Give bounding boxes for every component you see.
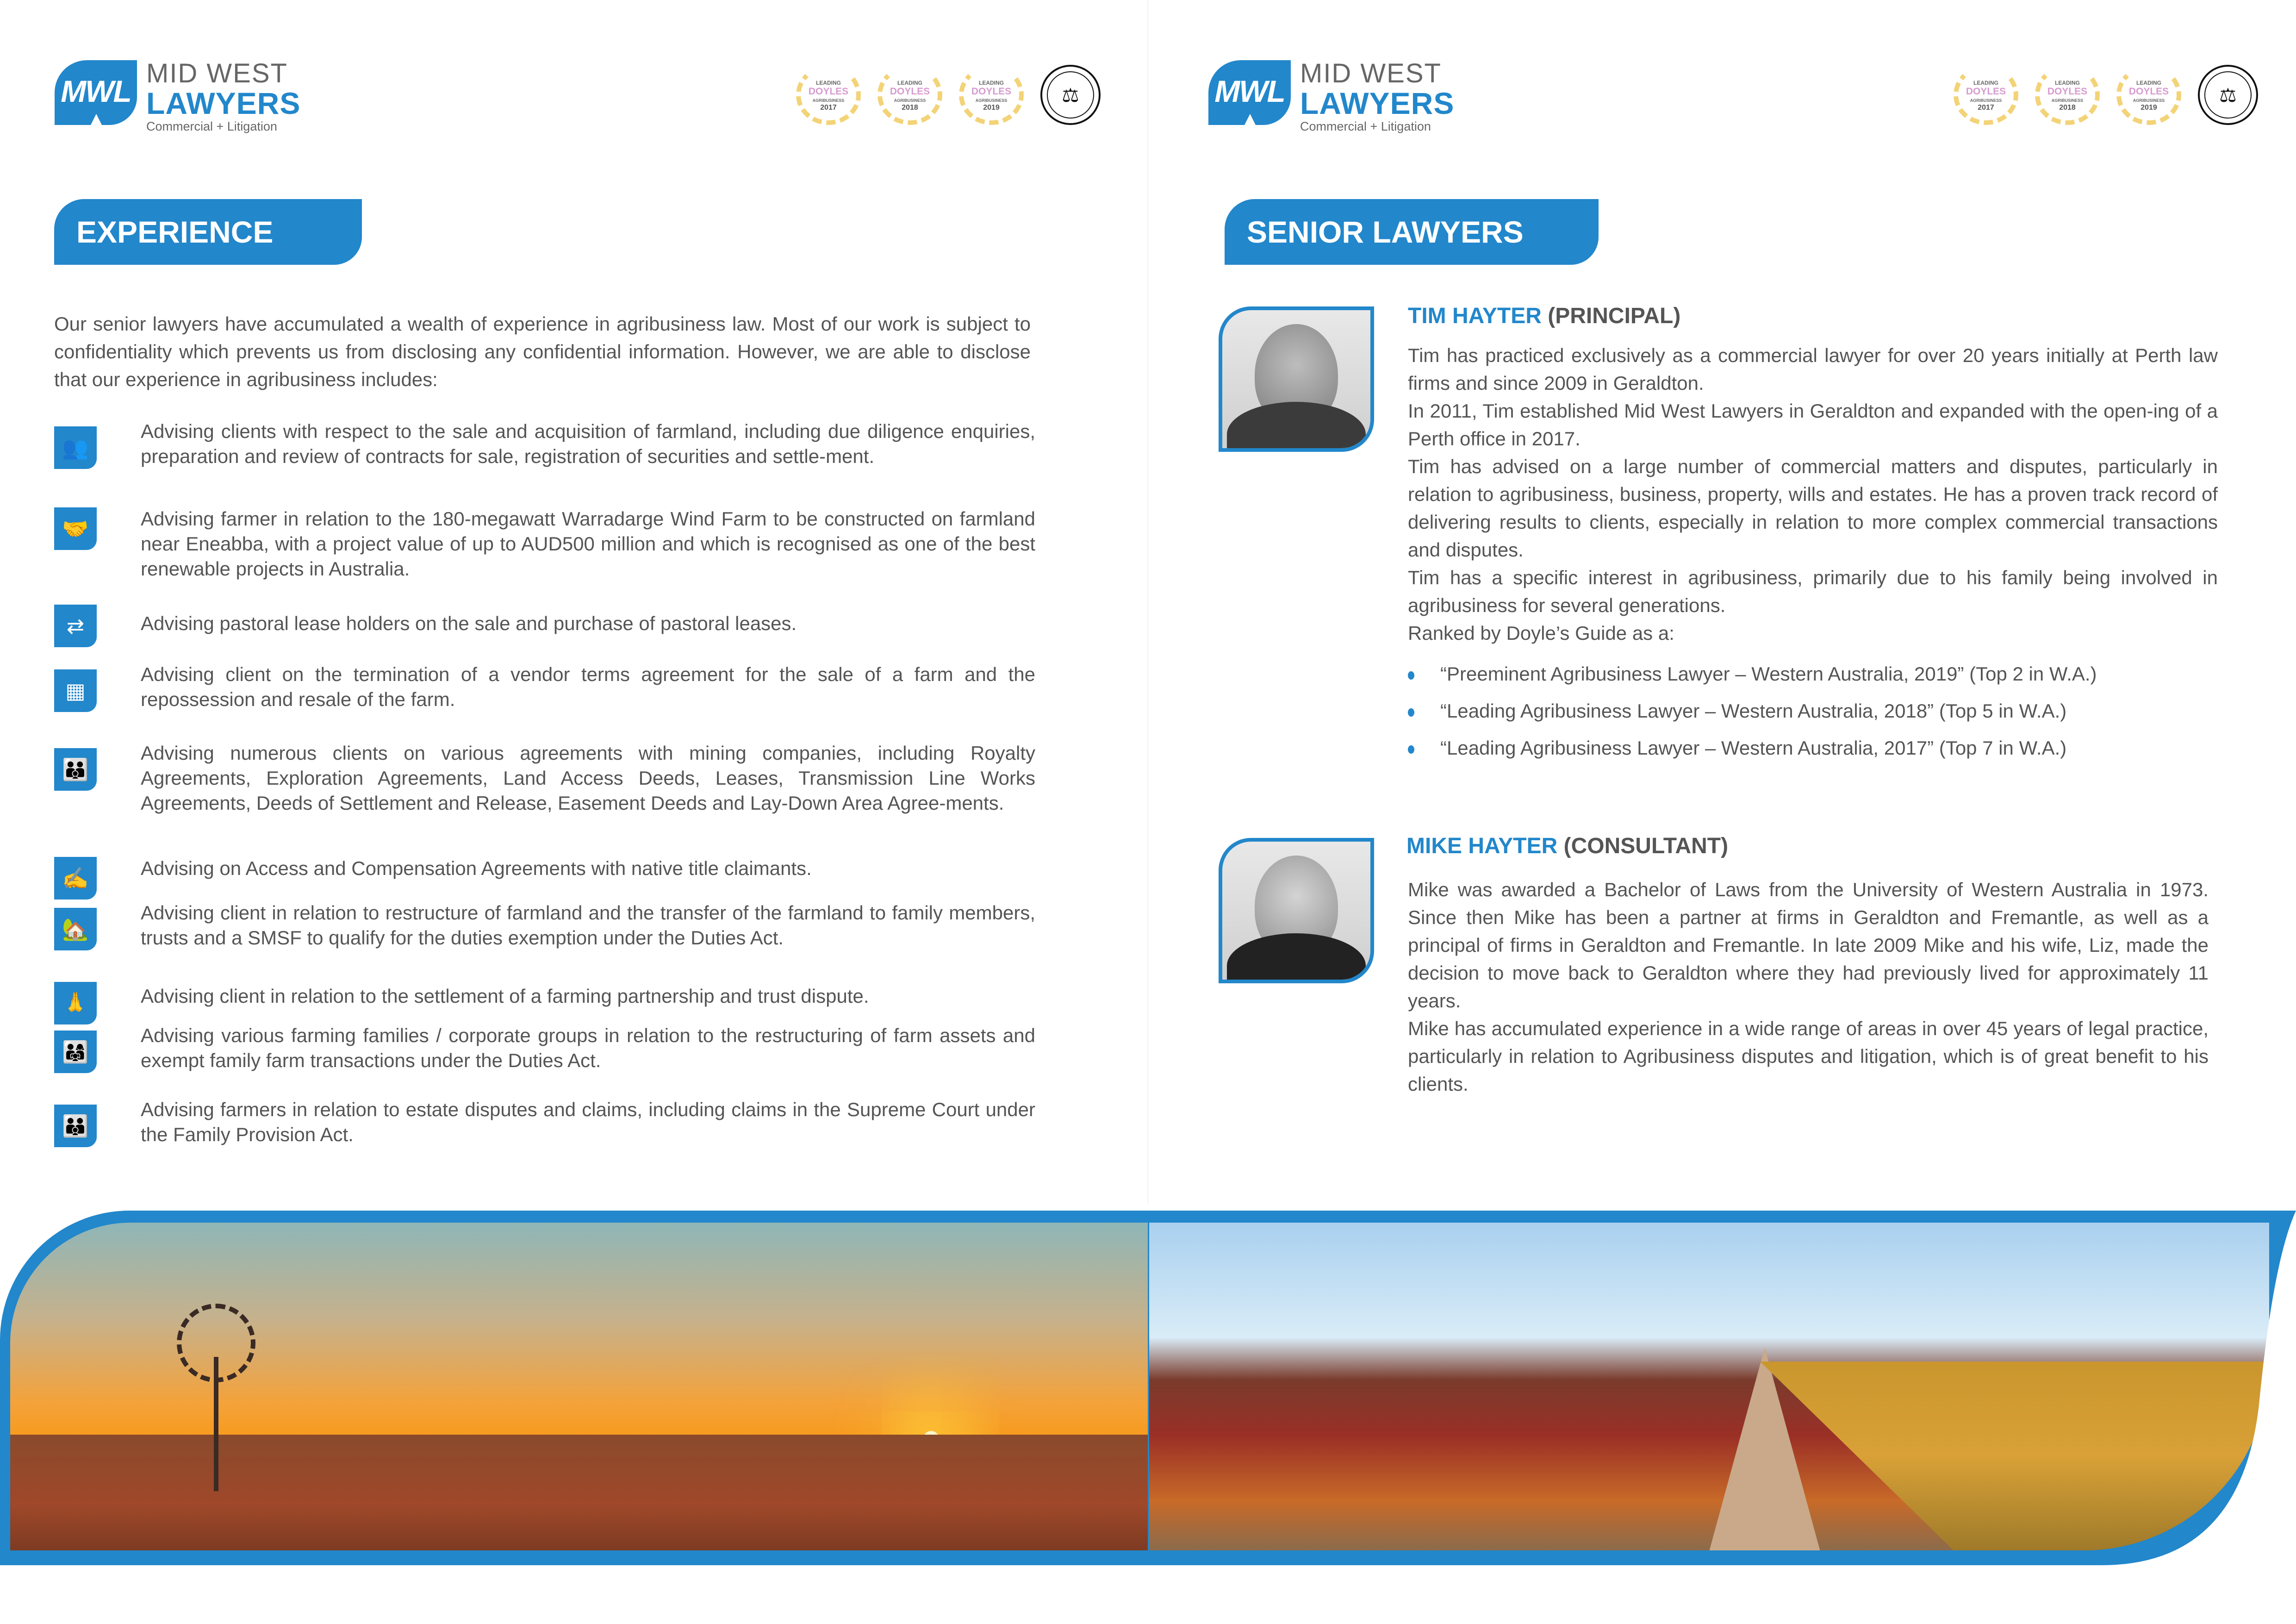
- bio-mike-hayter: Mike was awarded a Bachelor of Laws from the University of Western Australia in 1973. Since then Mike has been a partner at firms in Geraldton and Fremantle, as well as a principal of firms in Geraldton and Fremantle. In late 2009 Mike and his wife, Liz, made the decision to move back to Geraldton where they had previously lived for approximately 11 years. Mike has accumulated experience in a wide range of areas in over 45 years of legal practice, particularly in relation to Agribusiness disputes and litigation, which is of great benefit to his clients.: [1408, 879, 2209, 1095]
- windmill-icon: [177, 1304, 255, 1382]
- logo-line-2: LAWYERS: [146, 86, 301, 120]
- doyles-badge-2018: LEADING DOYLES AGRIBUSINESS 2018: [877, 65, 942, 125]
- law-society-seal: [2198, 65, 2258, 125]
- list-item: 👪 Advising farmers in relation to estate disputes and claims, including claims in the Supreme Court under the Family Provision Act.: [54, 1097, 1035, 1153]
- exchange-icon: ⇄: [54, 605, 97, 647]
- scales-of-justice-icon: ⚖: [2219, 84, 2237, 106]
- list-item: 👪 Advising numerous clients on various agreements with mining companies, including Royalty Agreements, Exploration Agreements, Land Access Deeds, Leases, Transmission Line Works Agreements, Deeds of Settlement and Release, Easement Deeds and Lay-Down Area Agree-ments.: [54, 741, 1035, 849]
- vineyard-image: [1149, 1223, 2269, 1550]
- lawyer-name-tim-hayter: TIM HAYTER (PRINCIPAL): [1408, 304, 1681, 328]
- doyles-badge-2019: LEADING DOYLES AGRIBUSINESS 2019: [2116, 65, 2181, 125]
- doyles-badge-2019: LEADING DOYLES AGRIBUSINESS 2019: [959, 65, 1024, 125]
- photo-banner: [0, 1211, 2296, 1565]
- list-item: ✍ Advising on Access and Compensation Agreements with native title claimants.: [54, 849, 1035, 900]
- experience-intro: Our senior lawyers have accumulated a wealth of experience in agribusiness law. Most of our work is subject to confidentiality which prevents us from disclosing any confidential information. However, we are able to disclose that our experience in agribusiness includes:: [54, 313, 1031, 390]
- calculator-document-icon: ▦: [54, 669, 97, 712]
- ranking-item: “Leading Agribusiness Lawyer – Western Australia, 2017” (Top 7 in W.A.): [1408, 730, 2218, 767]
- farm-icon: 🏡: [54, 908, 97, 950]
- doyles-badge-2018: LEADING DOYLES AGRIBUSINESS 2018: [2035, 65, 2100, 125]
- logo-line-1: MID WEST: [146, 58, 288, 88]
- ranking-item: “Leading Agribusiness Lawyer – Western Australia, 2018” (Top 5 in W.A.): [1408, 693, 2218, 730]
- scales-of-justice-icon: ⚖: [1062, 84, 1079, 106]
- brand-logo: [1208, 60, 1454, 133]
- logo-tagline: Commercial + Litigation: [1300, 119, 1431, 133]
- outback-sunset-image: [10, 1223, 1148, 1550]
- section-title-senior-lawyers: SENIOR LAWYERS: [1225, 199, 1599, 265]
- award-badges: [1954, 65, 2258, 125]
- agreement-icon: 🙏: [54, 982, 97, 1024]
- award-badges: [796, 65, 1101, 125]
- logo-tagline: Commercial + Litigation: [146, 119, 277, 133]
- doyles-badge-2017: LEADING DOYLES AGRIBUSINESS 2017: [796, 65, 861, 125]
- list-item: ⇄ Advising pastoral lease holders on the sale and purchase of pastoral leases.: [54, 597, 1035, 662]
- family-icon: 👨‍👩‍👧: [54, 1031, 97, 1073]
- bio-tim-hayter: Tim has practiced exclusively as a commercial lawyer for over 20 years initially at Perth law firms and since 2009 in Geraldton. In 2011, Tim established Mid West Lawyers in Geraldton and expanded with the open-ing of a Perth office in 2017. Tim has advised on a large number of commercial matters and disputes, particularly in relation to agribusiness, business, property, wills and estates. He has a proven track record of delivering results to clients, especially in relation to more complex commercial transactions and disputes. Tim has a specific interest in agribusiness, primarily due to his family being involved in agribusiness for several generations. Ranked by Doyle’s Guide as a: “Preeminent Agribusiness Lawyer – Western Australia, 2019” (Top 2 in W.A.) “Leading Agribusiness Lawyer – Western Australia, 2018” (Top 5 in W.A.) “Leading Agribusiness Lawyer – Western Australia, 2017” (Top 7 in W.A.): [1408, 342, 2218, 767]
- avatar-tim-hayter: [1219, 306, 1374, 452]
- logo-line-2: LAWYERS: [1300, 86, 1455, 120]
- section-title-experience: EXPERIENCE: [54, 199, 362, 265]
- contract-sign-icon: ✍: [54, 857, 97, 899]
- family-estate-icon: 👪: [54, 1105, 97, 1147]
- list-item: 🙏 Advising client in relation to the settlement of a farming partnership and trust dispute.: [54, 974, 1035, 1023]
- experience-list: [54, 419, 1035, 1153]
- avatar-mike-hayter: [1219, 838, 1374, 983]
- doyles-badge-2017: LEADING DOYLES AGRIBUSINESS 2017: [1954, 65, 2018, 125]
- ranking-item: “Preeminent Agribusiness Lawyer – Western Australia, 2019” (Top 2 in W.A.): [1408, 656, 2218, 693]
- ground: [10, 1435, 1148, 1550]
- logo-mark: MWL: [1208, 60, 1291, 125]
- list-item: 👨‍👩‍👧 Advising various farming families / corporate groups in relation to the restructuring of farm assets and exempt family farm transactions under the Duties Act.: [54, 1023, 1035, 1097]
- law-society-seal: [1040, 65, 1101, 125]
- list-item: 🏡 Advising client in relation to restructure of farmland and the transfer of the farmland to family members, trusts and a SMSF to qualify for the duties exemption under the Duties Act.: [54, 900, 1035, 974]
- handshake-icon: 🤝: [54, 507, 97, 550]
- list-item: ▦ Advising client on the termination of a vendor terms agreement for the sale of a farm and the repossession and resale of the farm.: [54, 662, 1035, 741]
- meeting-icon: 👥: [54, 426, 97, 469]
- vineyard-row: [1760, 1362, 2269, 1550]
- group-icon: 👪: [54, 748, 97, 791]
- list-item: 👥 Advising clients with respect to the sale and acquisition of farmland, including due diligence enquiries, preparation and review of contracts for sale, registration of securities and settle-ment.: [54, 419, 1035, 500]
- lawyer-name-mike-hayter: MIKE HAYTER (CONSULTANT): [1406, 834, 1729, 858]
- logo-line-1: MID WEST: [1300, 58, 1442, 88]
- brand-logo: [55, 60, 300, 133]
- logo-mark: MWL: [55, 60, 137, 125]
- list-item: 🤝 Advising farmer in relation to the 180-megawatt Warradarge Wind Farm to be constructed on farmland near Eneabba, with a project value of up to AUD500 million and which is recognised as one of the best renewable projects in Australia.: [54, 500, 1035, 597]
- doyles-rankings: [1408, 656, 2218, 767]
